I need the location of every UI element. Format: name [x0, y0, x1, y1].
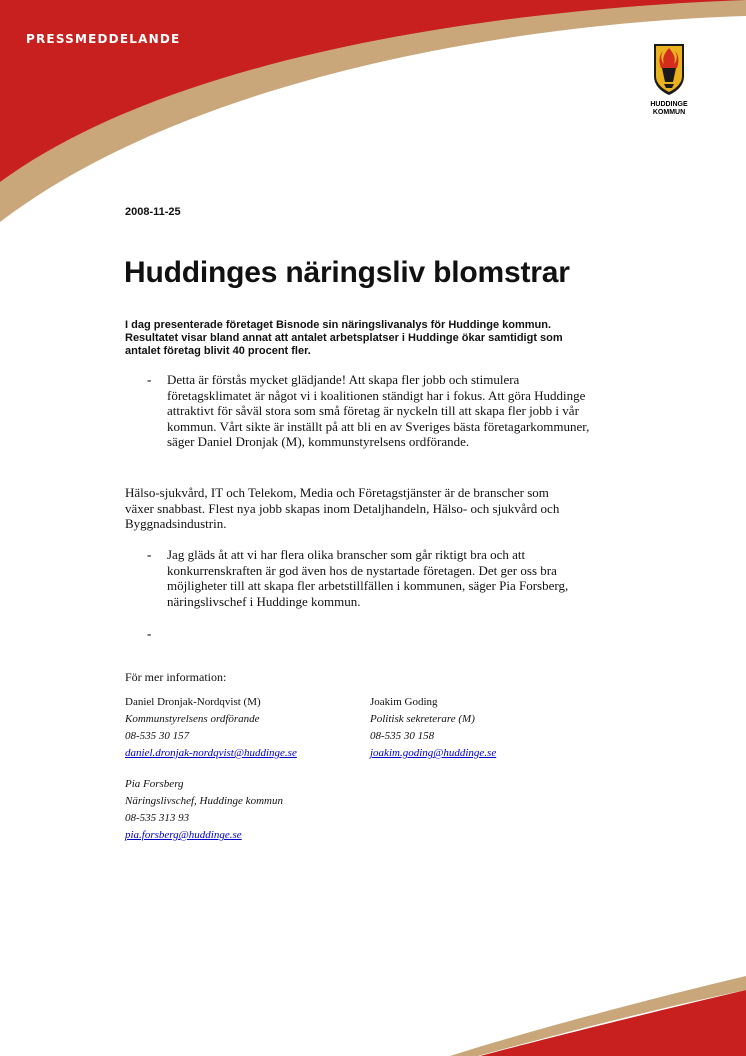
contact-name: Daniel Dronjak-Nordqvist (M)	[125, 696, 261, 708]
contact-role: Politisk sekreterare (M)	[370, 713, 475, 725]
huddinge-logo	[641, 42, 697, 117]
contact-email-link[interactable]: joakim.goding@huddinge.se	[370, 747, 497, 759]
logo-line-1: HUDDINGE	[650, 101, 688, 108]
contact-joakim	[370, 694, 496, 762]
quote-dash: -	[147, 372, 152, 387]
contact-pia	[125, 776, 283, 844]
quote-daniel	[147, 372, 597, 450]
release-date: 2008-11-25	[125, 206, 181, 218]
more-info-heading: För mer information:	[125, 670, 227, 684]
contact-name: Pia Forsberg	[125, 778, 184, 790]
article-paragraph: Hälso-sjukvård, IT och Telekom, Media och Företagstjänster är de branscher som växer snabbast. Flest nya jobb skapas inom Detaljhandeln, Hälso- och sjukvård och Byggnadsindustrin.	[125, 485, 560, 531]
quote-dash: -	[147, 547, 152, 562]
quote-text: Detta är förstås mycket glädjande! Att skapa fler jobb och stimulera företagsklimatet är något vi i koalitionen ständigt har i fokus. Att göra Huddinge attraktivt för såväl stora som små företag är nyckeln till att skapa fler jobb i vår kommun. Vårt sikte är inställt på att bli en av Sveriges bästa företagarkommuner, säger Daniel Dronjak (M), kommunstyrelsens ordförande.	[167, 372, 590, 449]
contact-email-link[interactable]: pia.forsberg@huddinge.se	[125, 829, 242, 841]
logo-name	[641, 101, 697, 117]
contact-daniel	[125, 694, 297, 762]
quote-dash: -	[147, 626, 152, 641]
contact-role: Näringslivschef, Huddinge kommun	[125, 795, 283, 807]
logo-line-2: KOMMUN	[652, 109, 686, 116]
quote-pia	[147, 547, 597, 609]
contact-name: Joakim Goding	[370, 696, 438, 708]
quote-text: Jag gläds åt att vi har flera olika branscher som går riktigt bra och att konkurrenskraften är god även hos de nystartade företagen. Det ger oss bra möjligheter till att skapa fler arbetstillfällen i kommunen, säger Pia Forsberg, näringslivschef i Huddinge kommun.	[167, 547, 569, 609]
press-release-label: PRESSMEDDELANDE	[26, 32, 181, 46]
article-lead: I dag presenterade företaget Bisnode sin näringslivanalys för Huddinge kommun. Resultatet visar bland annat att antalet arbetsplatser i Huddinge ökar samtidigt som antalet företag blivit 40 procent fler.	[125, 319, 563, 357]
contact-phone: 08-535 313 93	[125, 812, 190, 824]
contact-phone: 08-535 30 157	[125, 730, 190, 742]
contact-role: Kommunstyrelsens ordförande	[125, 713, 260, 725]
footer-swoosh-red	[480, 990, 746, 1056]
contact-email-link[interactable]: daniel.dronjak-nordqvist@huddinge.se	[125, 747, 297, 759]
contact-phone: 08-535 30 158	[370, 730, 435, 742]
article-title: Huddinges näringsliv blomstrar	[124, 256, 570, 289]
coat-of-arms-icon	[652, 42, 686, 96]
